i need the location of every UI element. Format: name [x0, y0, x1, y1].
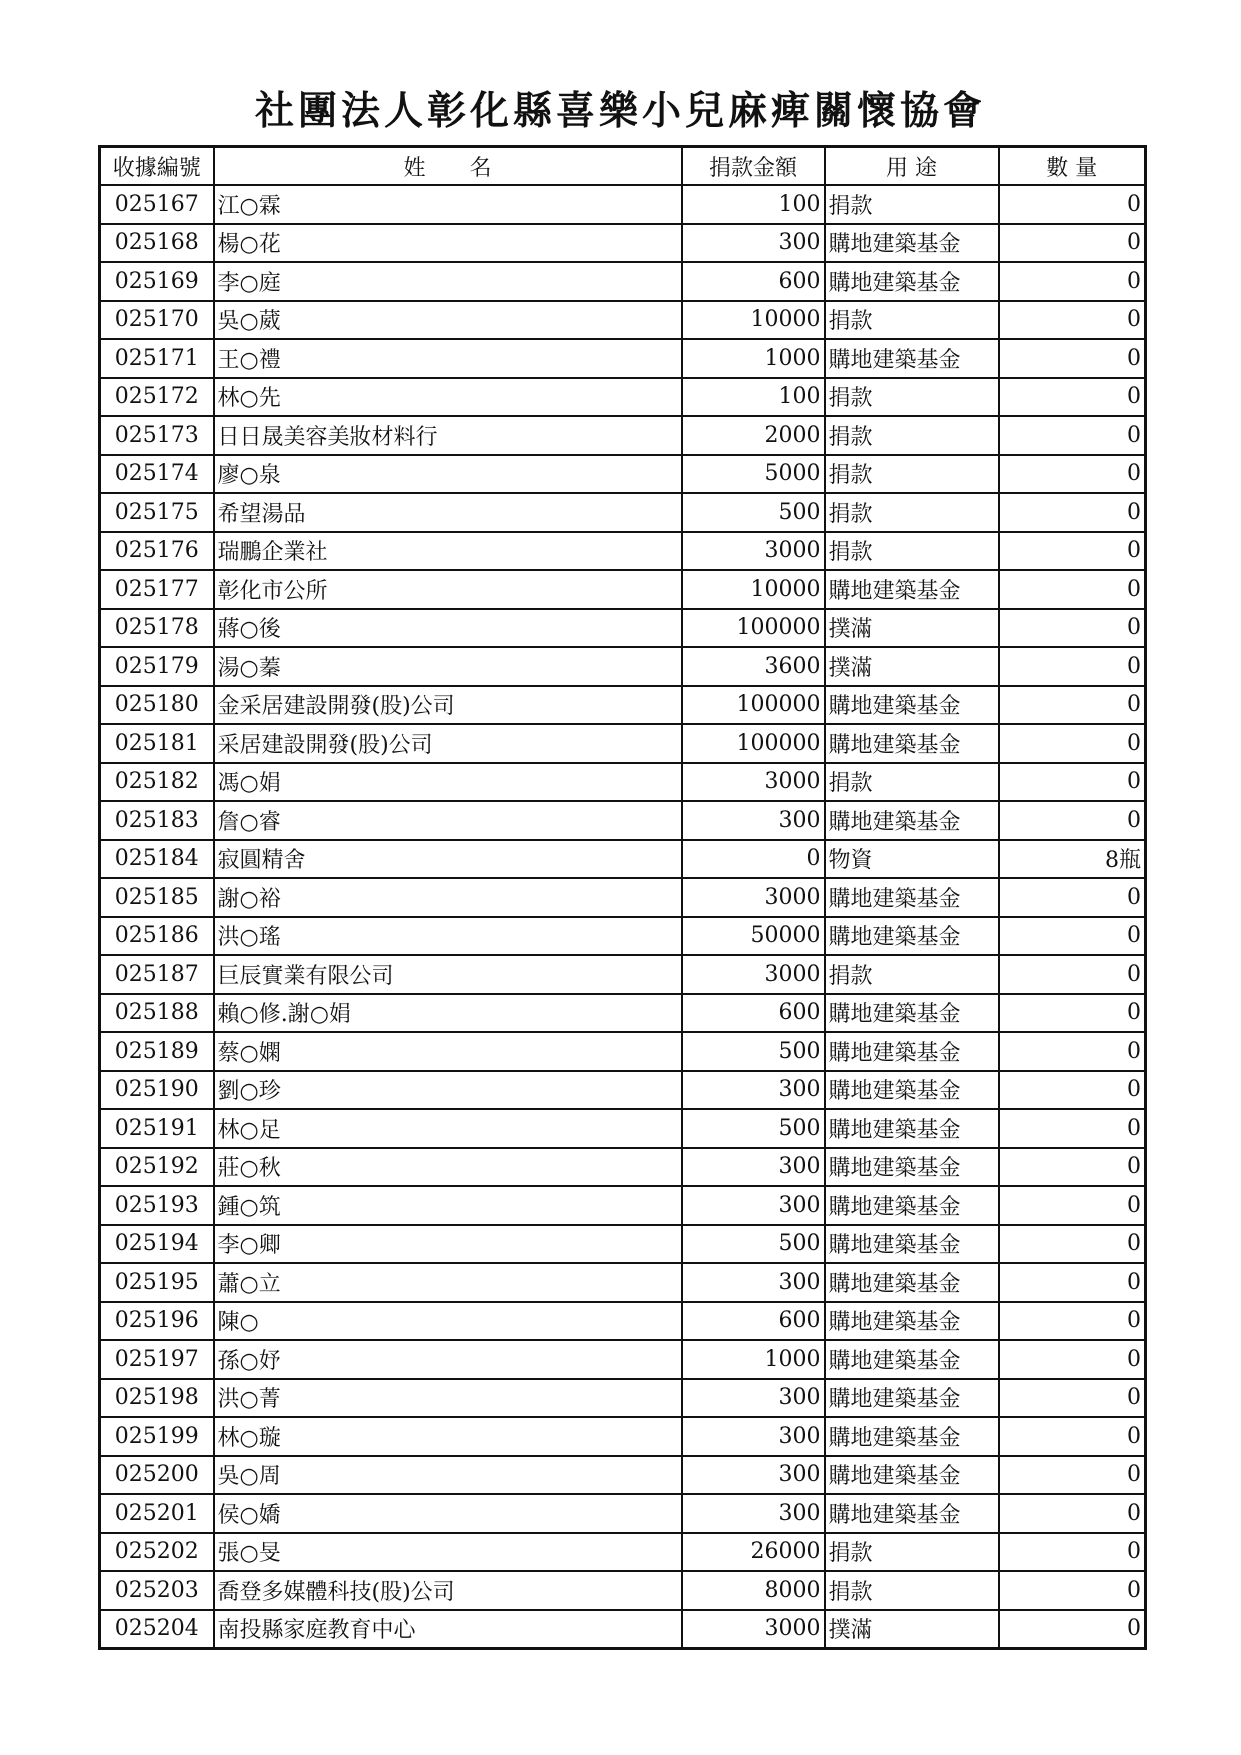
amount-cell: 300 — [682, 1148, 825, 1187]
purpose-cell: 購地建築基金 — [825, 686, 999, 725]
purpose-cell: 購地建築基金 — [825, 262, 999, 301]
purpose-cell: 捐款 — [825, 1533, 999, 1572]
amount-cell: 50000 — [682, 917, 825, 956]
purpose-cell: 捐款 — [825, 416, 999, 455]
amount-cell: 100000 — [682, 724, 825, 763]
quantity-cell: 0 — [999, 1417, 1146, 1456]
amount-cell: 26000 — [682, 1533, 825, 1572]
purpose-cell: 撲滿 — [825, 647, 999, 686]
amount-cell: 600 — [682, 994, 825, 1033]
name-cell: 希望湯品 — [214, 493, 682, 532]
quantity-cell: 0 — [999, 570, 1146, 609]
table-row — [100, 1494, 1146, 1533]
amount-cell: 3000 — [682, 955, 825, 994]
table-row — [100, 1533, 1146, 1572]
name-cell: 蔡○嫻 — [214, 1032, 682, 1071]
amount-cell: 2000 — [682, 416, 825, 455]
amount-cell: 3000 — [682, 763, 825, 802]
table-header-row — [100, 147, 1146, 186]
amount-cell: 100000 — [682, 686, 825, 725]
name-cell: 詹○睿 — [214, 801, 682, 840]
amount-cell: 0 — [682, 840, 825, 879]
table-row — [100, 1225, 1146, 1264]
name-cell: 陳○ — [214, 1302, 682, 1341]
receipt-no-cell: 025188 — [100, 994, 214, 1033]
quantity-cell: 0 — [999, 878, 1146, 917]
amount-cell: 3600 — [682, 647, 825, 686]
name-cell: 謝○裕 — [214, 878, 682, 917]
name-cell: 吳○葳 — [214, 301, 682, 340]
purpose-cell: 購地建築基金 — [825, 1071, 999, 1110]
amount-cell: 3000 — [682, 1610, 825, 1649]
table-row — [100, 1610, 1146, 1649]
quantity-cell: 0 — [999, 724, 1146, 763]
receipt-no-cell: 025169 — [100, 262, 214, 301]
amount-cell: 3000 — [682, 878, 825, 917]
quantity-cell: 0 — [999, 1340, 1146, 1379]
quantity-cell: 0 — [999, 301, 1146, 340]
quantity-cell: 0 — [999, 262, 1146, 301]
receipt-no-cell: 025185 — [100, 878, 214, 917]
amount-cell: 300 — [682, 1417, 825, 1456]
amount-cell: 100000 — [682, 609, 825, 648]
quantity-cell: 0 — [999, 917, 1146, 956]
amount-cell: 600 — [682, 1302, 825, 1341]
name-cell: 林○足 — [214, 1109, 682, 1148]
receipt-no-cell: 025198 — [100, 1379, 214, 1418]
table-row — [100, 378, 1146, 417]
purpose-cell: 捐款 — [825, 455, 999, 494]
table-row — [100, 1071, 1146, 1110]
name-cell: 寂圓精舍 — [214, 840, 682, 879]
amount-cell: 500 — [682, 493, 825, 532]
amount-cell: 500 — [682, 1032, 825, 1071]
amount-cell: 300 — [682, 801, 825, 840]
name-cell: 江○霖 — [214, 185, 682, 224]
amount-cell: 100 — [682, 378, 825, 417]
purpose-cell: 購地建築基金 — [825, 801, 999, 840]
receipt-no-cell: 025199 — [100, 1417, 214, 1456]
receipt-no-cell: 025186 — [100, 917, 214, 956]
purpose-cell: 捐款 — [825, 185, 999, 224]
purpose-cell: 購地建築基金 — [825, 878, 999, 917]
purpose-cell: 購地建築基金 — [825, 339, 999, 378]
name-cell: 采居建設開發(股)公司 — [214, 724, 682, 763]
name-cell: 廖○泉 — [214, 455, 682, 494]
table-row — [100, 493, 1146, 532]
table-row — [100, 801, 1146, 840]
name-cell: 南投縣家庭教育中心 — [214, 1610, 682, 1649]
name-cell: 金采居建設開發(股)公司 — [214, 686, 682, 725]
purpose-cell: 購地建築基金 — [825, 224, 999, 263]
receipt-no-cell: 025187 — [100, 955, 214, 994]
receipt-no-cell: 025184 — [100, 840, 214, 879]
name-cell: 楊○花 — [214, 224, 682, 263]
amount-cell: 300 — [682, 1071, 825, 1110]
purpose-cell: 捐款 — [825, 493, 999, 532]
receipt-no-cell: 025174 — [100, 455, 214, 494]
amount-cell: 3000 — [682, 532, 825, 571]
purpose-cell: 購地建築基金 — [825, 1148, 999, 1187]
name-cell: 王○禮 — [214, 339, 682, 378]
purpose-cell: 購地建築基金 — [825, 1263, 999, 1302]
quantity-cell: 0 — [999, 1533, 1146, 1572]
purpose-cell: 購地建築基金 — [825, 1225, 999, 1264]
receipt-no-cell: 025177 — [100, 570, 214, 609]
name-cell: 巨辰實業有限公司 — [214, 955, 682, 994]
table-row — [100, 1263, 1146, 1302]
quantity-cell: 0 — [999, 532, 1146, 571]
receipt-no-cell: 025182 — [100, 763, 214, 802]
name-cell: 喬登多媒體科技(股)公司 — [214, 1571, 682, 1610]
quantity-cell: 0 — [999, 1225, 1146, 1264]
quantity-cell: 0 — [999, 1610, 1146, 1649]
amount-cell: 300 — [682, 1263, 825, 1302]
purpose-cell: 購地建築基金 — [825, 1340, 999, 1379]
table-row — [100, 1340, 1146, 1379]
name-cell: 張○旻 — [214, 1533, 682, 1572]
name-cell: 蕭○立 — [214, 1263, 682, 1302]
quantity-cell: 8瓶 — [999, 840, 1146, 879]
purpose-cell: 購地建築基金 — [825, 724, 999, 763]
receipt-no-cell: 025204 — [100, 1610, 214, 1649]
receipt-no-cell: 025167 — [100, 185, 214, 224]
name-cell: 李○卿 — [214, 1225, 682, 1264]
header-purpose: 用 途 — [825, 147, 999, 186]
header-name: 姓 名 — [214, 147, 682, 186]
table-row — [100, 917, 1146, 956]
amount-cell: 500 — [682, 1225, 825, 1264]
table-row — [100, 301, 1146, 340]
quantity-cell: 0 — [999, 1494, 1146, 1533]
name-cell: 林○璇 — [214, 1417, 682, 1456]
name-cell: 賴○修.謝○娟 — [214, 994, 682, 1033]
name-cell: 孫○妤 — [214, 1340, 682, 1379]
table-row — [100, 455, 1146, 494]
amount-cell: 300 — [682, 1379, 825, 1418]
table-body — [100, 185, 1146, 1648]
name-cell: 瑞鵬企業社 — [214, 532, 682, 571]
name-cell: 侯○嬌 — [214, 1494, 682, 1533]
quantity-cell: 0 — [999, 185, 1146, 224]
receipt-no-cell: 025170 — [100, 301, 214, 340]
table-row — [100, 686, 1146, 725]
amount-cell: 100 — [682, 185, 825, 224]
table-row — [100, 955, 1146, 994]
quantity-cell: 0 — [999, 647, 1146, 686]
quantity-cell: 0 — [999, 224, 1146, 263]
purpose-cell: 購地建築基金 — [825, 1494, 999, 1533]
receipt-no-cell: 025196 — [100, 1302, 214, 1341]
header-quantity: 數 量 — [999, 147, 1146, 186]
receipt-no-cell: 025178 — [100, 609, 214, 648]
receipt-no-cell: 025201 — [100, 1494, 214, 1533]
amount-cell: 500 — [682, 1109, 825, 1148]
table-row — [100, 609, 1146, 648]
header-amount: 捐款金額 — [682, 147, 825, 186]
quantity-cell: 0 — [999, 1071, 1146, 1110]
quantity-cell: 0 — [999, 339, 1146, 378]
quantity-cell: 0 — [999, 1302, 1146, 1341]
receipt-no-cell: 025175 — [100, 493, 214, 532]
purpose-cell: 捐款 — [825, 955, 999, 994]
purpose-cell: 購地建築基金 — [825, 1379, 999, 1418]
purpose-cell: 捐款 — [825, 378, 999, 417]
amount-cell: 600 — [682, 262, 825, 301]
receipt-no-cell: 025172 — [100, 378, 214, 417]
amount-cell: 1000 — [682, 339, 825, 378]
quantity-cell: 0 — [999, 493, 1146, 532]
page-title: 社團法人彰化縣喜樂小兒麻痺關懷協會 — [254, 88, 986, 134]
name-cell: 日日晟美容美妝材料行 — [214, 416, 682, 455]
quantity-cell: 0 — [999, 994, 1146, 1033]
name-cell: 鍾○筑 — [214, 1186, 682, 1225]
name-cell: 劉○珍 — [214, 1071, 682, 1110]
table-row — [100, 1148, 1146, 1187]
purpose-cell: 捐款 — [825, 763, 999, 802]
quantity-cell: 0 — [999, 455, 1146, 494]
purpose-cell: 購地建築基金 — [825, 1186, 999, 1225]
amount-cell: 1000 — [682, 1340, 825, 1379]
receipt-no-cell: 025171 — [100, 339, 214, 378]
receipt-no-cell: 025180 — [100, 686, 214, 725]
purpose-cell: 撲滿 — [825, 609, 999, 648]
name-cell: 蔣○後 — [214, 609, 682, 648]
name-cell: 洪○瑤 — [214, 917, 682, 956]
quantity-cell: 0 — [999, 955, 1146, 994]
name-cell: 吳○周 — [214, 1456, 682, 1495]
table-row — [100, 185, 1146, 224]
purpose-cell: 購地建築基金 — [825, 1302, 999, 1341]
table-row — [100, 339, 1146, 378]
receipt-no-cell: 025173 — [100, 416, 214, 455]
purpose-cell: 購地建築基金 — [825, 1109, 999, 1148]
table-row — [100, 1186, 1146, 1225]
purpose-cell: 捐款 — [825, 532, 999, 571]
quantity-cell: 0 — [999, 416, 1146, 455]
amount-cell: 8000 — [682, 1571, 825, 1610]
table-row — [100, 224, 1146, 263]
table-row — [100, 1379, 1146, 1418]
purpose-cell: 物資 — [825, 840, 999, 879]
amount-cell: 300 — [682, 224, 825, 263]
table-row — [100, 1302, 1146, 1341]
receipt-no-cell: 025183 — [100, 801, 214, 840]
quantity-cell: 0 — [999, 1571, 1146, 1610]
receipt-no-cell: 025192 — [100, 1148, 214, 1187]
table-row — [100, 262, 1146, 301]
table-row — [100, 1571, 1146, 1610]
table-row — [100, 724, 1146, 763]
quantity-cell: 0 — [999, 1186, 1146, 1225]
quantity-cell: 0 — [999, 801, 1146, 840]
amount-cell: 5000 — [682, 455, 825, 494]
purpose-cell: 捐款 — [825, 1571, 999, 1610]
name-cell: 莊○秋 — [214, 1148, 682, 1187]
purpose-cell: 購地建築基金 — [825, 994, 999, 1033]
amount-cell: 300 — [682, 1186, 825, 1225]
name-cell: 洪○菁 — [214, 1379, 682, 1418]
quantity-cell: 0 — [999, 1263, 1146, 1302]
purpose-cell: 購地建築基金 — [825, 917, 999, 956]
purpose-cell: 購地建築基金 — [825, 570, 999, 609]
receipt-no-cell: 025190 — [100, 1071, 214, 1110]
purpose-cell: 撲滿 — [825, 1610, 999, 1649]
quantity-cell: 0 — [999, 378, 1146, 417]
receipt-no-cell: 025191 — [100, 1109, 214, 1148]
quantity-cell: 0 — [999, 1456, 1146, 1495]
purpose-cell: 購地建築基金 — [825, 1417, 999, 1456]
receipt-no-cell: 025194 — [100, 1225, 214, 1264]
table-row — [100, 763, 1146, 802]
receipt-no-cell: 025193 — [100, 1186, 214, 1225]
purpose-cell: 購地建築基金 — [825, 1456, 999, 1495]
receipt-no-cell: 025176 — [100, 532, 214, 571]
receipt-no-cell: 025197 — [100, 1340, 214, 1379]
name-cell: 湯○蓁 — [214, 647, 682, 686]
amount-cell: 300 — [682, 1456, 825, 1495]
table-row — [100, 1417, 1146, 1456]
purpose-cell: 捐款 — [825, 301, 999, 340]
quantity-cell: 0 — [999, 609, 1146, 648]
table-row — [100, 647, 1146, 686]
quantity-cell: 0 — [999, 1109, 1146, 1148]
name-cell: 馮○娟 — [214, 763, 682, 802]
table-row — [100, 1109, 1146, 1148]
table-row — [100, 1032, 1146, 1071]
amount-cell: 300 — [682, 1494, 825, 1533]
name-cell: 李○庭 — [214, 262, 682, 301]
amount-cell: 10000 — [682, 301, 825, 340]
receipt-no-cell: 025168 — [100, 224, 214, 263]
quantity-cell: 0 — [999, 1148, 1146, 1187]
quantity-cell: 0 — [999, 1379, 1146, 1418]
receipt-no-cell: 025203 — [100, 1571, 214, 1610]
table-row — [100, 416, 1146, 455]
name-cell: 林○先 — [214, 378, 682, 417]
donation-table — [98, 145, 1147, 1650]
table-row — [100, 840, 1146, 879]
header-receipt-no: 收據編號 — [100, 147, 214, 186]
table-row — [100, 878, 1146, 917]
receipt-no-cell: 025189 — [100, 1032, 214, 1071]
receipt-no-cell: 025202 — [100, 1533, 214, 1572]
table-row — [100, 570, 1146, 609]
purpose-cell: 購地建築基金 — [825, 1032, 999, 1071]
table-row — [100, 532, 1146, 571]
receipt-no-cell: 025181 — [100, 724, 214, 763]
receipt-no-cell: 025200 — [100, 1456, 214, 1495]
receipt-no-cell: 025195 — [100, 1263, 214, 1302]
quantity-cell: 0 — [999, 763, 1146, 802]
table-row — [100, 994, 1146, 1033]
table-row — [100, 1456, 1146, 1495]
quantity-cell: 0 — [999, 686, 1146, 725]
name-cell: 彰化市公所 — [214, 570, 682, 609]
quantity-cell: 0 — [999, 1032, 1146, 1071]
amount-cell: 10000 — [682, 570, 825, 609]
receipt-no-cell: 025179 — [100, 647, 214, 686]
